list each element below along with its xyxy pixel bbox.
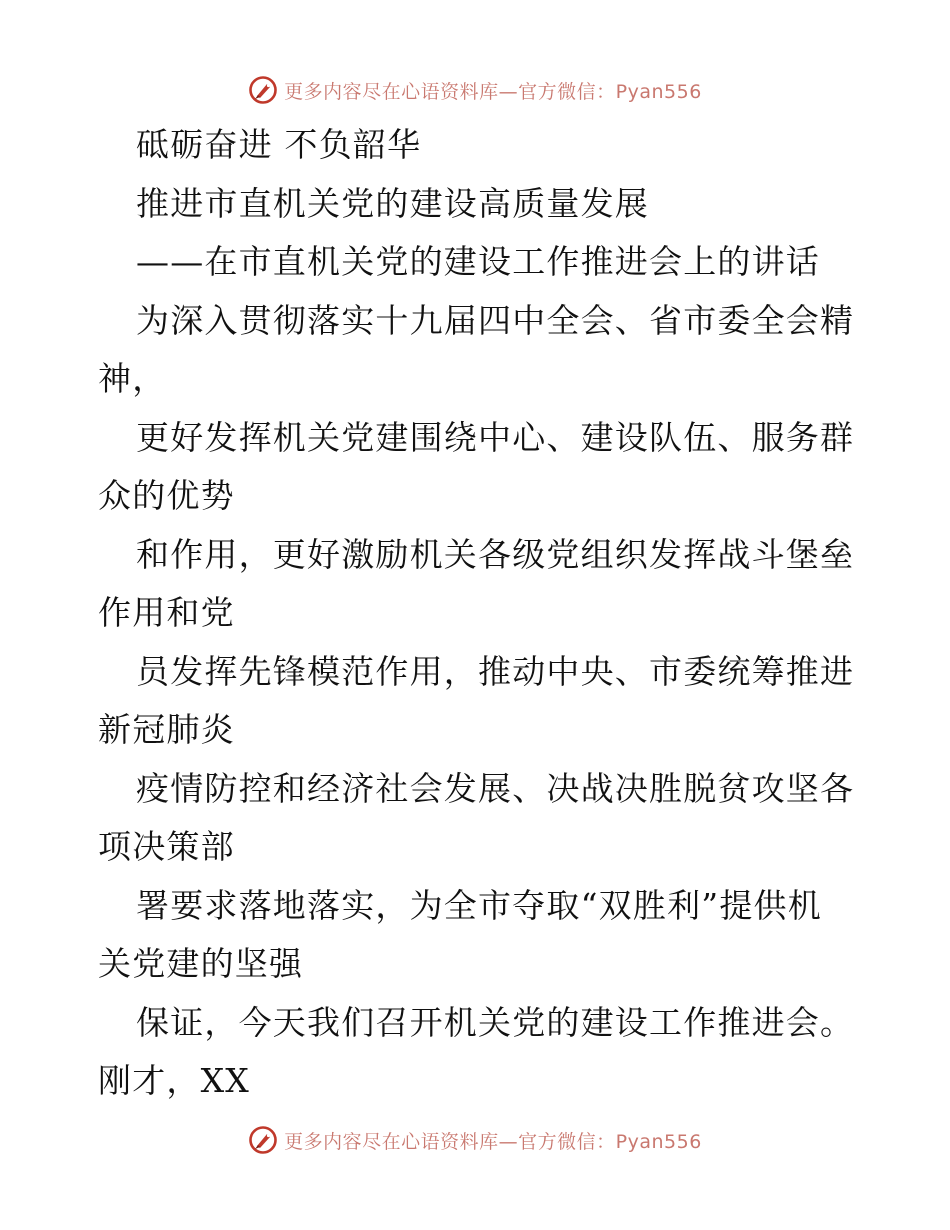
doc-line: 员发挥先锋模范作用，推动中央、市委统筹推进 [136, 651, 855, 691]
watermark-text: 更多内容尽在心语资料库—官方微信：Pyan556 [284, 80, 702, 103]
doc-line: ——在市直机关党的建设工作推进会上的讲话 [136, 242, 820, 281]
doc-line: 和作用，更好激励机关各级党组织发挥战斗堡垒 [136, 534, 855, 574]
header-watermark-banner [0, 72, 950, 108]
footer-watermark-banner [0, 1122, 950, 1158]
document-body [98, 116, 858, 1111]
doc-line: 保证，今天我们召开机关党的建设工作推进会。 [136, 1002, 855, 1042]
doc-line: 砥砺奋进 不负韶华 [136, 125, 422, 164]
doc-line: 新冠肺炎 [98, 710, 235, 749]
pen-nib-logo-icon [248, 75, 278, 105]
doc-line: 项决策部 [98, 827, 235, 866]
doc-line: 更好发挥机关党建围绕中心、建设队伍、服务群 [136, 417, 855, 457]
doc-line: 关党建的坚强 [98, 944, 304, 983]
doc-line: 刚才，XX [98, 1061, 250, 1100]
pen-nib-logo-icon [248, 1125, 278, 1155]
watermark-text: 更多内容尽在心语资料库—官方微信：Pyan556 [284, 1130, 702, 1153]
doc-line: 推进市直机关党的建设高质量发展 [136, 183, 649, 223]
doc-line: 众的优势 [98, 476, 235, 515]
doc-line: 疫情防控和经济社会发展、决战决胜脱贫攻坚各 [136, 768, 855, 808]
doc-line: 为深入贯彻落实十九届四中全会、省市委全会精 [136, 300, 855, 340]
doc-line: 作用和党 [98, 593, 235, 632]
doc-line: 神， [98, 359, 167, 398]
doc-line: 署要求落地落实，为全市夺取“双胜利”提供机 [136, 885, 822, 925]
